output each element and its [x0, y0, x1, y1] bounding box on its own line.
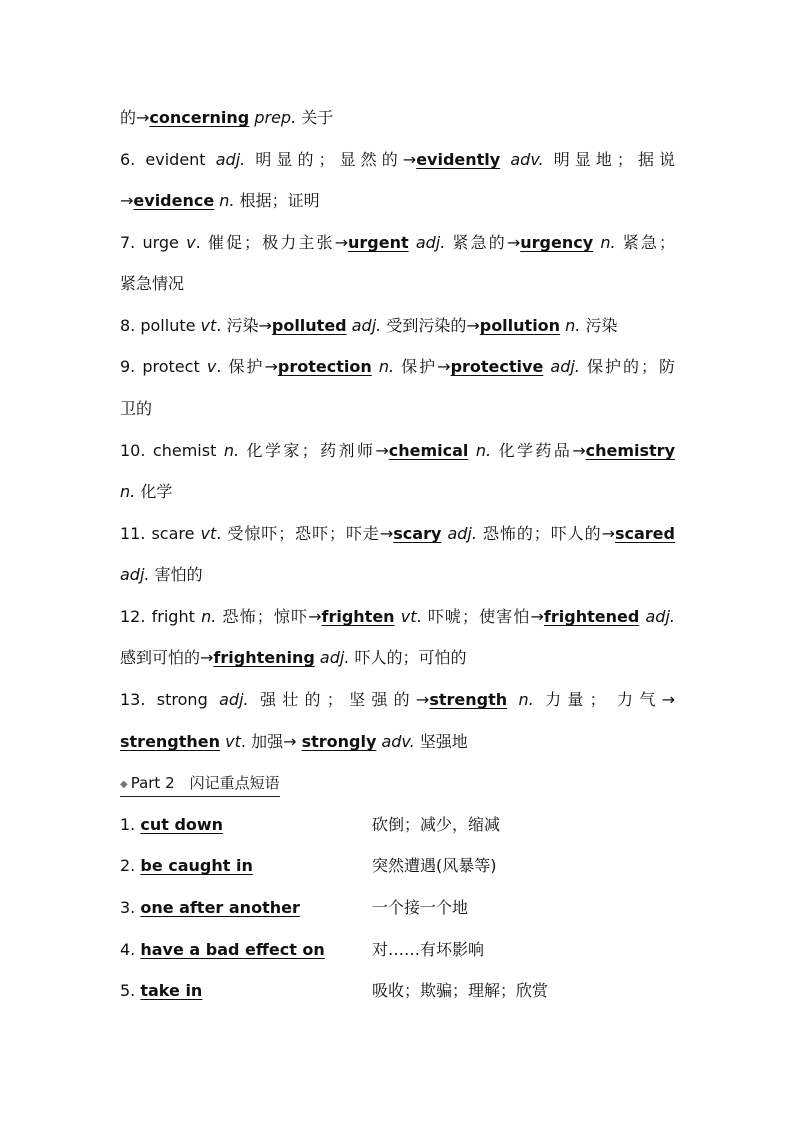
line-text: 9. protect	[120, 357, 207, 376]
phrase-row	[120, 981, 680, 1003]
line-text: 8. pollute	[120, 316, 201, 335]
line-text: 7. urge	[120, 233, 187, 252]
vocab-line	[120, 565, 675, 585]
vocab-line	[120, 191, 675, 211]
part-of-speech: n.	[600, 233, 616, 252]
phrase-english	[120, 856, 253, 876]
line-text: . 加强→	[240, 732, 302, 751]
phrase-row	[120, 815, 680, 837]
phrase-meaning: 吸收；欺骗；理解；欣赏	[372, 981, 549, 1000]
line-text: . 污染→	[216, 316, 272, 335]
phrase-meaning: 砍倒；减少，缩减	[372, 815, 501, 834]
line-text: 明显地；据说	[543, 150, 676, 169]
phrase-meaning: 突然遭遇(风暴等)	[372, 856, 497, 875]
part-of-speech: n.	[219, 191, 235, 210]
line-text: 害怕的	[149, 565, 203, 584]
line-text: 保护的；防	[579, 357, 675, 376]
line-text: . 保护→	[216, 357, 278, 376]
line-text: 明显的；显然的→	[245, 150, 417, 169]
answer-word: polluted	[271, 316, 347, 335]
line-text: 关于	[296, 108, 334, 127]
diamond-bullet-icon: ◆	[120, 779, 128, 790]
answer-word: scared	[614, 524, 675, 543]
answer-word: protective	[450, 357, 544, 376]
vocab-line	[120, 233, 675, 253]
line-text: 的→	[120, 108, 150, 127]
line-text: 恐怖；惊吓→	[216, 607, 322, 626]
part-of-speech: adj.	[550, 357, 580, 376]
line-text: 化学家；药剂师→	[239, 441, 389, 460]
part-of-speech: vt	[400, 607, 417, 626]
phrase-number: 1.	[120, 815, 136, 834]
vocab-line	[120, 399, 675, 419]
line-text: 13. strong	[120, 690, 220, 709]
answer-word: protection	[277, 357, 372, 376]
part-of-speech: adv.	[510, 150, 544, 169]
vocab-line	[120, 316, 675, 336]
answer-word: evidently	[416, 150, 501, 169]
answer-word: frightened	[543, 607, 640, 626]
vocab-line	[120, 150, 675, 170]
line-text: 污染	[580, 316, 618, 335]
phrase-number: 4.	[120, 940, 136, 959]
vocab-line	[120, 357, 675, 377]
line-text: 11. scare	[120, 524, 201, 543]
vocab-line	[120, 690, 675, 710]
vocab-line	[120, 732, 675, 752]
answer-word: chemical	[388, 441, 469, 460]
part-of-speech: adj.	[645, 607, 675, 626]
part-of-speech: n.	[120, 482, 136, 501]
line-text: 紧急；	[615, 233, 675, 252]
line-text: 6. evident	[120, 150, 216, 169]
part-of-speech: n.	[518, 690, 534, 709]
part-of-speech: prep.	[254, 108, 297, 127]
vocab-line	[120, 607, 675, 627]
line-text: 紧急情况	[120, 274, 185, 293]
part-of-speech: adv.	[381, 732, 415, 751]
answer-word: evidence	[133, 191, 215, 210]
part-of-speech: adj.	[215, 150, 246, 169]
phrase-term: take in	[140, 981, 203, 1000]
line-text: 强壮的；坚强的→	[248, 690, 430, 709]
vocab-line	[120, 482, 675, 502]
phrase-number: 2.	[120, 856, 136, 875]
vocab-line	[120, 108, 675, 128]
line-text: 根据；证明	[234, 191, 320, 210]
phrase-term: be caught in	[140, 856, 253, 875]
part-of-speech: n.	[378, 357, 395, 376]
line-text: 10. chemist	[120, 441, 224, 460]
line-text: . 催促；极力主张→	[195, 233, 348, 252]
answer-word: strengthen	[120, 732, 221, 751]
part-of-speech: adj.	[319, 648, 350, 667]
part-of-speech: adj.	[447, 524, 477, 543]
line-text	[500, 150, 510, 169]
line-text	[372, 357, 379, 376]
phrase-row	[120, 898, 680, 920]
part-of-speech: n.	[565, 316, 581, 335]
line-text: . 受惊吓；恐吓；吓走→	[216, 524, 394, 543]
answer-word: frighten	[321, 607, 395, 626]
phrase-number: 3.	[120, 898, 136, 917]
phrase-english	[120, 981, 202, 1001]
phrase-term: one after another	[140, 898, 300, 917]
part-of-speech: n.	[201, 607, 217, 626]
line-text: 紧急的→	[445, 233, 521, 252]
part-of-speech: vt	[225, 732, 241, 751]
part-of-speech: adj.	[351, 316, 382, 335]
line-text: 化学药品→	[491, 441, 586, 460]
vocab-line	[120, 441, 675, 461]
part-of-speech: adj.	[415, 233, 446, 252]
vocab-line	[120, 524, 675, 544]
answer-word: urgency	[520, 233, 594, 252]
part2-heading	[120, 773, 280, 797]
part-of-speech: adj.	[120, 565, 150, 584]
line-text: 恐怖的；吓人的→	[476, 524, 615, 543]
answer-word: pollution	[479, 316, 561, 335]
phrase-term: have a bad effect on	[140, 940, 325, 959]
answer-word: strength	[429, 690, 508, 709]
part-of-speech: vt	[200, 524, 217, 543]
phrase-meaning: 一个接一个地	[372, 898, 469, 917]
line-text: 卫的	[120, 399, 153, 418]
line-text: 坚强地	[414, 732, 468, 751]
line-text: 感到可怕的→	[120, 648, 214, 667]
answer-word: urgent	[348, 233, 409, 252]
phrase-number: 5.	[120, 981, 136, 1000]
phrase-meaning: 对……有坏影响	[372, 940, 485, 959]
answer-word: concerning	[149, 108, 250, 127]
line-text: . 吓唬；使害怕→	[416, 607, 544, 626]
phrase-row	[120, 856, 680, 878]
line-text	[409, 233, 416, 252]
line-text: 受到污染的→	[381, 316, 480, 335]
part-of-speech: adj.	[219, 690, 249, 709]
phrase-english	[120, 815, 223, 835]
answer-word: strongly	[301, 732, 377, 751]
part-of-speech: n.	[223, 441, 240, 460]
phrase-term: cut down	[140, 815, 224, 834]
answer-word: chemistry	[585, 441, 675, 460]
answer-word: frightening	[213, 648, 315, 667]
phrase-english	[120, 898, 300, 918]
line-text	[507, 690, 518, 709]
phrase-english	[120, 940, 325, 960]
line-text: 吓人的；可怕的	[349, 648, 467, 667]
part-of-speech: v	[186, 233, 196, 252]
answer-word: scary	[393, 524, 442, 543]
part-of-speech: v	[206, 357, 217, 376]
part2-title: Part 2 闪记重点短语	[130, 774, 280, 792]
line-text: 12. fright	[120, 607, 202, 626]
part-of-speech: n.	[475, 441, 492, 460]
line-text	[468, 441, 475, 460]
part-of-speech: vt	[200, 316, 217, 335]
phrase-row	[120, 940, 680, 962]
line-text: →	[120, 191, 134, 210]
line-text: 力量； 力气→	[533, 690, 675, 709]
line-text: 化学	[135, 482, 173, 501]
vocab-line	[120, 274, 675, 294]
line-text: 保护→	[394, 357, 451, 376]
vocab-line	[120, 648, 675, 668]
